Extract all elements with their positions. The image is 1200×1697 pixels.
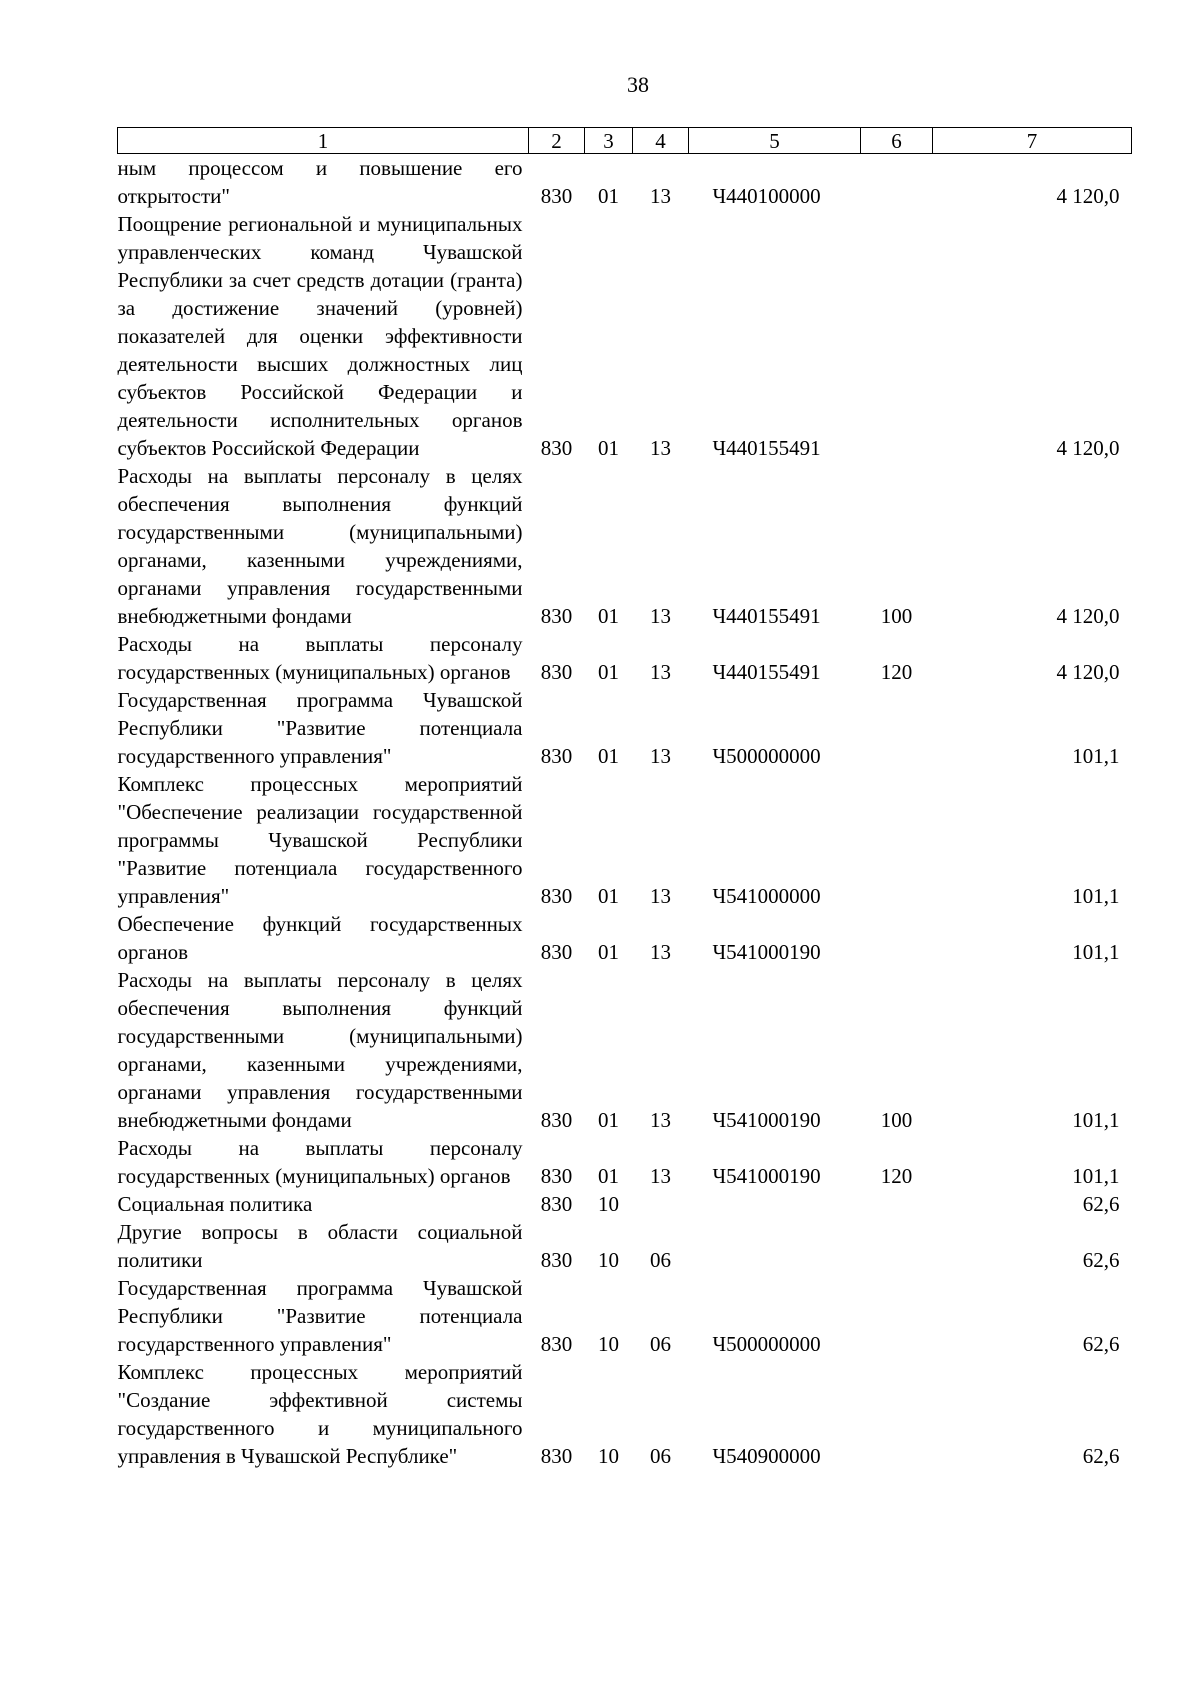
- row-col-5: [689, 1218, 861, 1274]
- column-header-2: 2: [529, 128, 585, 154]
- row-col-6: [861, 154, 933, 211]
- table-row: [118, 1134, 1132, 1190]
- row-col-7: 62,6: [1082, 1192, 1120, 1216]
- row-col-3: 10: [598, 1444, 619, 1468]
- row-col-3: 01: [598, 940, 619, 964]
- table-header: [118, 128, 1132, 154]
- column-header-3: 3: [585, 128, 633, 154]
- row-col-2: 830: [540, 1192, 573, 1216]
- table-row: [118, 154, 1132, 211]
- row-col-5: Ч541000190: [712, 1108, 821, 1132]
- budget-table: [117, 127, 1132, 1470]
- row-col-7: 101,1: [1072, 744, 1120, 768]
- row-col-3: 01: [598, 660, 619, 684]
- row-col-7: 101,1: [1072, 884, 1120, 908]
- row-name: Социальная политика: [117, 1192, 313, 1216]
- row-col-7: 4 120,0: [1056, 436, 1120, 460]
- row-col-2: 830: [540, 1248, 573, 1272]
- row-col-2: 830: [540, 1164, 573, 1188]
- row-col-6: [861, 1358, 933, 1470]
- page-number: 38: [627, 72, 649, 97]
- row-col-5: Ч440155491: [712, 436, 821, 460]
- row-col-7: 4 120,0: [1056, 604, 1120, 628]
- table-row: [118, 1190, 1132, 1218]
- row-name: Другие вопросы в области социальной политики: [117, 1220, 523, 1272]
- row-col-7: 101,1: [1072, 1164, 1120, 1188]
- row-col-3: 10: [598, 1248, 619, 1272]
- row-col-2: 830: [540, 436, 573, 460]
- row-name: Обеспечение функций государственных органов: [117, 912, 523, 964]
- row-name: Расходы на выплаты персоналу государственных (муниципальных) органов: [117, 632, 523, 684]
- row-col-2: 830: [540, 884, 573, 908]
- row-col-3: 01: [598, 884, 619, 908]
- row-col-2: 830: [540, 940, 573, 964]
- row-col-5: Ч541000000: [712, 884, 821, 908]
- table-row: [118, 966, 1132, 1134]
- table-body: [118, 154, 1132, 1471]
- row-col-3: 01: [598, 604, 619, 628]
- row-col-6: [861, 910, 933, 966]
- row-name: Расходы на выплаты персоналу государственных (муниципальных) органов: [117, 1136, 523, 1188]
- column-header-6: 6: [861, 128, 933, 154]
- row-col-4: 13: [650, 940, 671, 964]
- row-col-7: 62,6: [1082, 1248, 1120, 1272]
- row-col-4: 06: [650, 1248, 671, 1272]
- row-col-2: 830: [540, 744, 573, 768]
- row-col-3: 10: [598, 1332, 619, 1356]
- row-name: Расходы на выплаты персоналу в целях обеспечения выполнения функций государственными (муниципальными) органами, казенными учреждениями, органами управления государственными внебюджетными фондами: [117, 464, 523, 628]
- row-col-4: 06: [650, 1332, 671, 1356]
- row-col-3: 01: [598, 184, 619, 208]
- row-col-4: [633, 1190, 689, 1218]
- row-col-4: 13: [650, 1164, 671, 1188]
- row-col-5: Ч440155491: [712, 604, 821, 628]
- table-row: [118, 1274, 1132, 1358]
- row-col-6: 100: [880, 604, 913, 628]
- table-row: [118, 1358, 1132, 1470]
- row-col-6: [861, 686, 933, 770]
- row-name: Государственная программа Чувашской Республики "Развитие потенциала государственного управления": [117, 688, 523, 768]
- table-row: [118, 210, 1132, 462]
- row-col-5: Ч540900000: [712, 1444, 821, 1468]
- row-col-4: 13: [650, 436, 671, 460]
- row-name: Государственная программа Чувашской Республики "Развитие потенциала государственного управления": [117, 1276, 523, 1356]
- row-col-6: [861, 1190, 933, 1218]
- table-row: [118, 910, 1132, 966]
- row-col-5: Ч541000190: [712, 1164, 821, 1188]
- row-name: Комплекс процессных мероприятий "Обеспечение реализации государственной программы Чувашской Республики "Развитие потенциала государственного управления": [117, 772, 523, 908]
- row-col-6: 120: [880, 1164, 913, 1188]
- row-col-3: 01: [598, 744, 619, 768]
- row-col-5: Ч440100000: [712, 184, 821, 208]
- row-name: Расходы на выплаты персоналу в целях обеспечения выполнения функций государственными (муниципальными) органами, казенными учреждениями, органами управления государственными внебюджетными фондами: [117, 968, 523, 1132]
- row-col-4: 13: [650, 1108, 671, 1132]
- column-header-4: 4: [633, 128, 689, 154]
- column-header-5: 5: [689, 128, 861, 154]
- row-col-6: [861, 1274, 933, 1358]
- row-col-6: 100: [880, 1108, 913, 1132]
- table-row: [118, 1218, 1132, 1274]
- row-col-7: 101,1: [1072, 940, 1120, 964]
- row-col-6: 120: [880, 660, 913, 684]
- row-col-2: 830: [540, 660, 573, 684]
- row-col-5: Ч500000000: [712, 744, 821, 768]
- row-col-4: 13: [650, 604, 671, 628]
- row-col-5: Ч541000190: [712, 940, 821, 964]
- row-col-7: 62,6: [1082, 1444, 1120, 1468]
- row-col-2: 830: [540, 1444, 573, 1468]
- table-row: [118, 630, 1132, 686]
- row-col-7: 101,1: [1072, 1108, 1120, 1132]
- row-col-2: 830: [540, 1108, 573, 1132]
- row-col-7: 62,6: [1082, 1332, 1120, 1356]
- row-col-3: 01: [598, 436, 619, 460]
- row-col-6: [861, 210, 933, 462]
- table-row: [118, 462, 1132, 630]
- header-row: [118, 128, 1132, 154]
- row-col-4: 13: [650, 884, 671, 908]
- row-col-2: 830: [540, 184, 573, 208]
- row-col-4: 13: [650, 184, 671, 208]
- row-col-2: 830: [540, 604, 573, 628]
- row-col-7: 4 120,0: [1056, 184, 1120, 208]
- table-row: [118, 686, 1132, 770]
- row-name: Комплекс процессных мероприятий "Создание эффективной системы государственного и муниципального управления в Чувашской Республике": [117, 1360, 523, 1468]
- row-col-5: Ч440155491: [712, 660, 821, 684]
- row-col-5: [689, 1190, 861, 1218]
- row-col-2: 830: [540, 1332, 573, 1356]
- column-header-7: 7: [933, 128, 1132, 154]
- row-name: Поощрение региональной и муниципальных управленческих команд Чувашской Республики за счет средств дотации (гранта) за достижение значений (уровней) показателей для оценки эффективности деятельности высших должностных лиц субъектов Российской Федерации и деятельности исполнительных органов субъектов Российской Федерации: [117, 212, 523, 460]
- table-row: [118, 770, 1132, 910]
- row-col-4: 13: [650, 660, 671, 684]
- row-col-5: Ч500000000: [712, 1332, 821, 1356]
- row-col-3: 01: [598, 1164, 619, 1188]
- row-col-4: 13: [650, 744, 671, 768]
- column-header-1: 1: [118, 128, 529, 154]
- row-col-3: 01: [598, 1108, 619, 1132]
- row-col-6: [861, 1218, 933, 1274]
- row-name: ным процессом и повышение его открытости": [117, 156, 523, 208]
- row-col-4: 06: [650, 1444, 671, 1468]
- row-col-3: 10: [598, 1192, 619, 1216]
- row-col-6: [861, 770, 933, 910]
- row-col-7: 4 120,0: [1056, 660, 1120, 684]
